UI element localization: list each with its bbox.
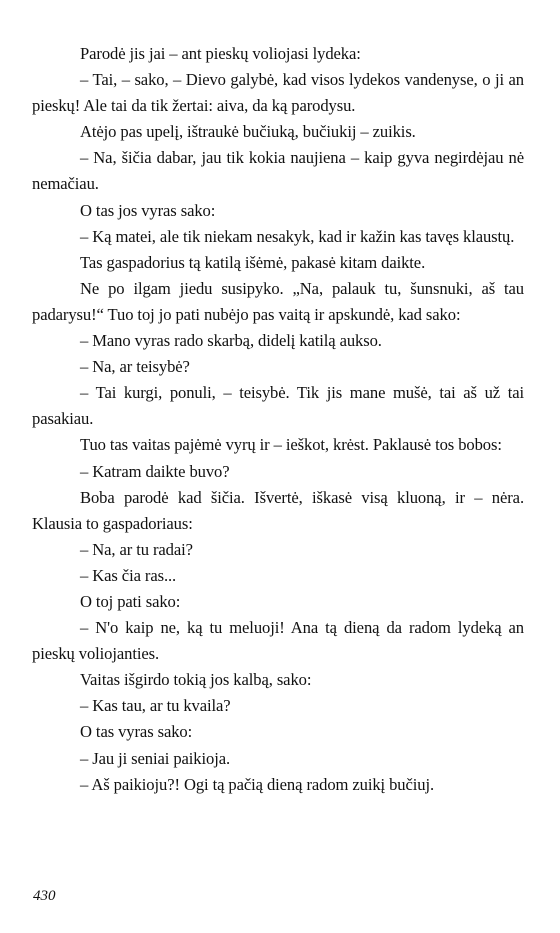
paragraph: – Ką matei, ale tik niekam nesakyk, kad ir kažin kas tavęs klaustų. [80,226,515,246]
paragraph: Tuo tas vaitas pajėmė vyrų ir – ieškot, krėst. Paklausė tos bobos: [80,435,502,455]
page-text [32,41,524,798]
paragraph: Parodė jis jai – ant pieskų voliojasi lydeka: [80,44,361,63]
paragraph: – Aš paikioju?! Ogi tą pačią dieną radom zuikį bučiuj. [80,774,435,794]
page-number: 430 [33,888,56,904]
paragraph: Boba parodė kad šičia. Išvertė, iškasė visą kluoną, ir – nėra. Klausia to gaspadoriaus: [32,487,524,533]
paragraph: O toj pati sako: [80,591,181,611]
paragraph: – Na, ar tu radai? [80,539,193,559]
paragraph: Ne po ilgam jiedu susipyko. „Na, palauk tu, šunsnuki, aš tau padarysu!“ Tuo toj jo pati nubėjo pas vaitą ir apskundė, kad sako: [32,278,524,324]
paragraph: Vaitas išgirdo tokią jos kalbą, sako: [80,670,312,690]
paragraph: Tas gaspadorius tą katilą išėmė, pakasė kitam daikte. [80,252,426,272]
paragraph: – Na, šičia dabar, jau tik kokia naujiena – kaip gyva negirdėjau nė nemačiau. [32,148,524,194]
paragraph: – N'o kaip ne, ką tu meluoji! Ana tą dieną da radom lydeką an pieskų voliojanties. [32,618,524,664]
paragraph: – Jau ji seniai paikioja. [80,748,231,768]
paragraph: – Tai, – sako, – Dievo galybė, kad visos lydekos vandenyse, o ji an pieskų! Ale tai da tik žertai: aiva, da ką parodysu. [32,70,524,116]
paragraph: – Na, ar teisybė? [80,357,190,377]
paragraph: – Kas tau, ar tu kvaila? [80,696,231,716]
paragraph: – Katram daikte buvo? [80,461,230,481]
paragraph: – Tai kurgi, ponuli, – teisybė. Tik jis mane mušė, tai aš už tai pasakiau. [32,383,524,429]
paragraph: O tas vyras sako: [80,722,193,742]
paragraph: – Mano vyras rado skarbą, didelį katilą aukso. [80,331,382,351]
paragraph: – Kas čia ras... [80,565,177,585]
paragraph: Atėjo pas upelį, ištraukė bučiuką, bučiukij – zuikis. [80,122,416,142]
paragraph: O tas jos vyras sako: [80,200,216,220]
